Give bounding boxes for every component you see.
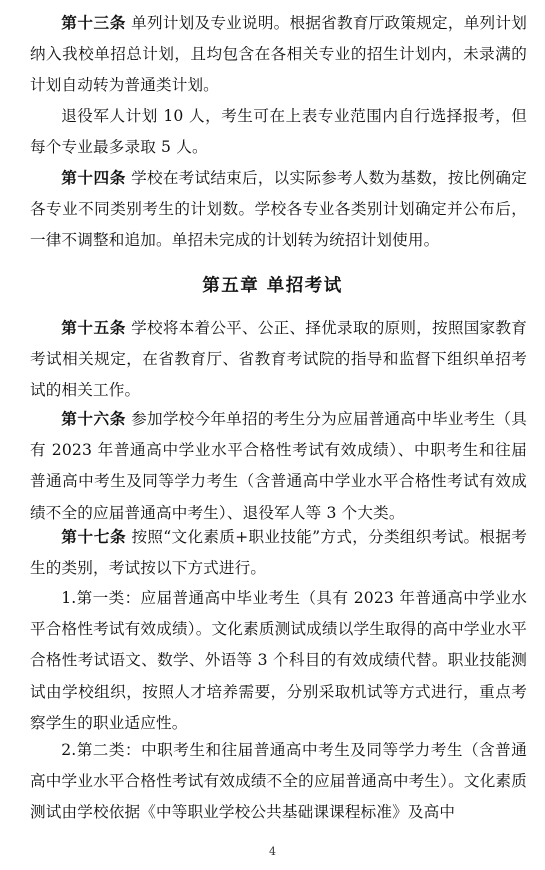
exam-item-1: 1.第一类：应届普通高中毕业考生（具有 2023 年普通高中学业水平合格性考试有效成绩）。文化素质测试成绩以学生取得的高中学业水平合格性考试语文、数学、外语等 3 个科目的有效成绩代替。职业技能测试由学校组织，按照人才培养需要，分别采取机试等方式进行，重点考察学生的职业适应性。 [30, 589, 527, 732]
article-15-label: 第十五条 [61, 319, 126, 337]
article-14-text: 学校在考试结束后，以实际参考人数为基数，按比例确定各专业不同类别考生的计划数。学校各专业各类别计划确定并公布后，一律不调整和追加。单招未完成的计划转为统招计划使用。 [30, 169, 527, 250]
article-13-text: 单列计划及专业说明。根据省教育厅政策规定，单列计划纳入我校单招总计划，且均包含在各相关专业的招生计划内，未录满的计划自动转为普通类计划。 [30, 14, 527, 95]
article-16-label: 第十六条 [61, 410, 126, 428]
article-14-label: 第十四条 [61, 169, 126, 187]
chapter-title: 第五章 单招考试 [202, 276, 343, 296]
article-15 [30, 313, 527, 407]
exam-item-2: 2.第二类：中职考生和往届普通高中考生及同等学力考生（含普通高中学业水平合格性考试有效成绩不全的应届普通高中考生）。文化素质测试由学校依据《中等职业学校公共基础课课程标准》及高中 [30, 741, 527, 822]
page-number: 4 [269, 845, 276, 858]
article-17-text: 按照“文化素质+职业技能”方式，分类组织考试。根据考生的类别，考试按以下方式进行。 [30, 528, 527, 578]
article-17 [30, 522, 527, 584]
article-13-label: 第十三条 [61, 14, 126, 32]
article-13 [30, 8, 527, 102]
article-14 [30, 163, 527, 257]
veterans-note: 退役军人计划 10 人，考生可在上表专业范围内自行选择报考，但每个专业最多录取 5 人。 [30, 107, 527, 157]
article-16 [30, 404, 527, 529]
article-15-text: 学校将本着公平、公正、择优录取的原则，按照国家教育考试相关规定，在省教育厅、省教育考试院的指导和监督下组织单招考试的相关工作。 [30, 319, 527, 400]
article-17-label: 第十七条 [61, 528, 127, 546]
article-16-text: 参加学校今年单招的考生分为应届普通高中毕业考生（具有 2023 年普通高中学业水平合格性考试有效成绩）、中职考生和往届普通高中考生及同等学力考生（含普通高中学业水平合格性考试有效成绩不全的应届普通高中考生）、退役军人等 3 个大类。 [30, 410, 527, 522]
